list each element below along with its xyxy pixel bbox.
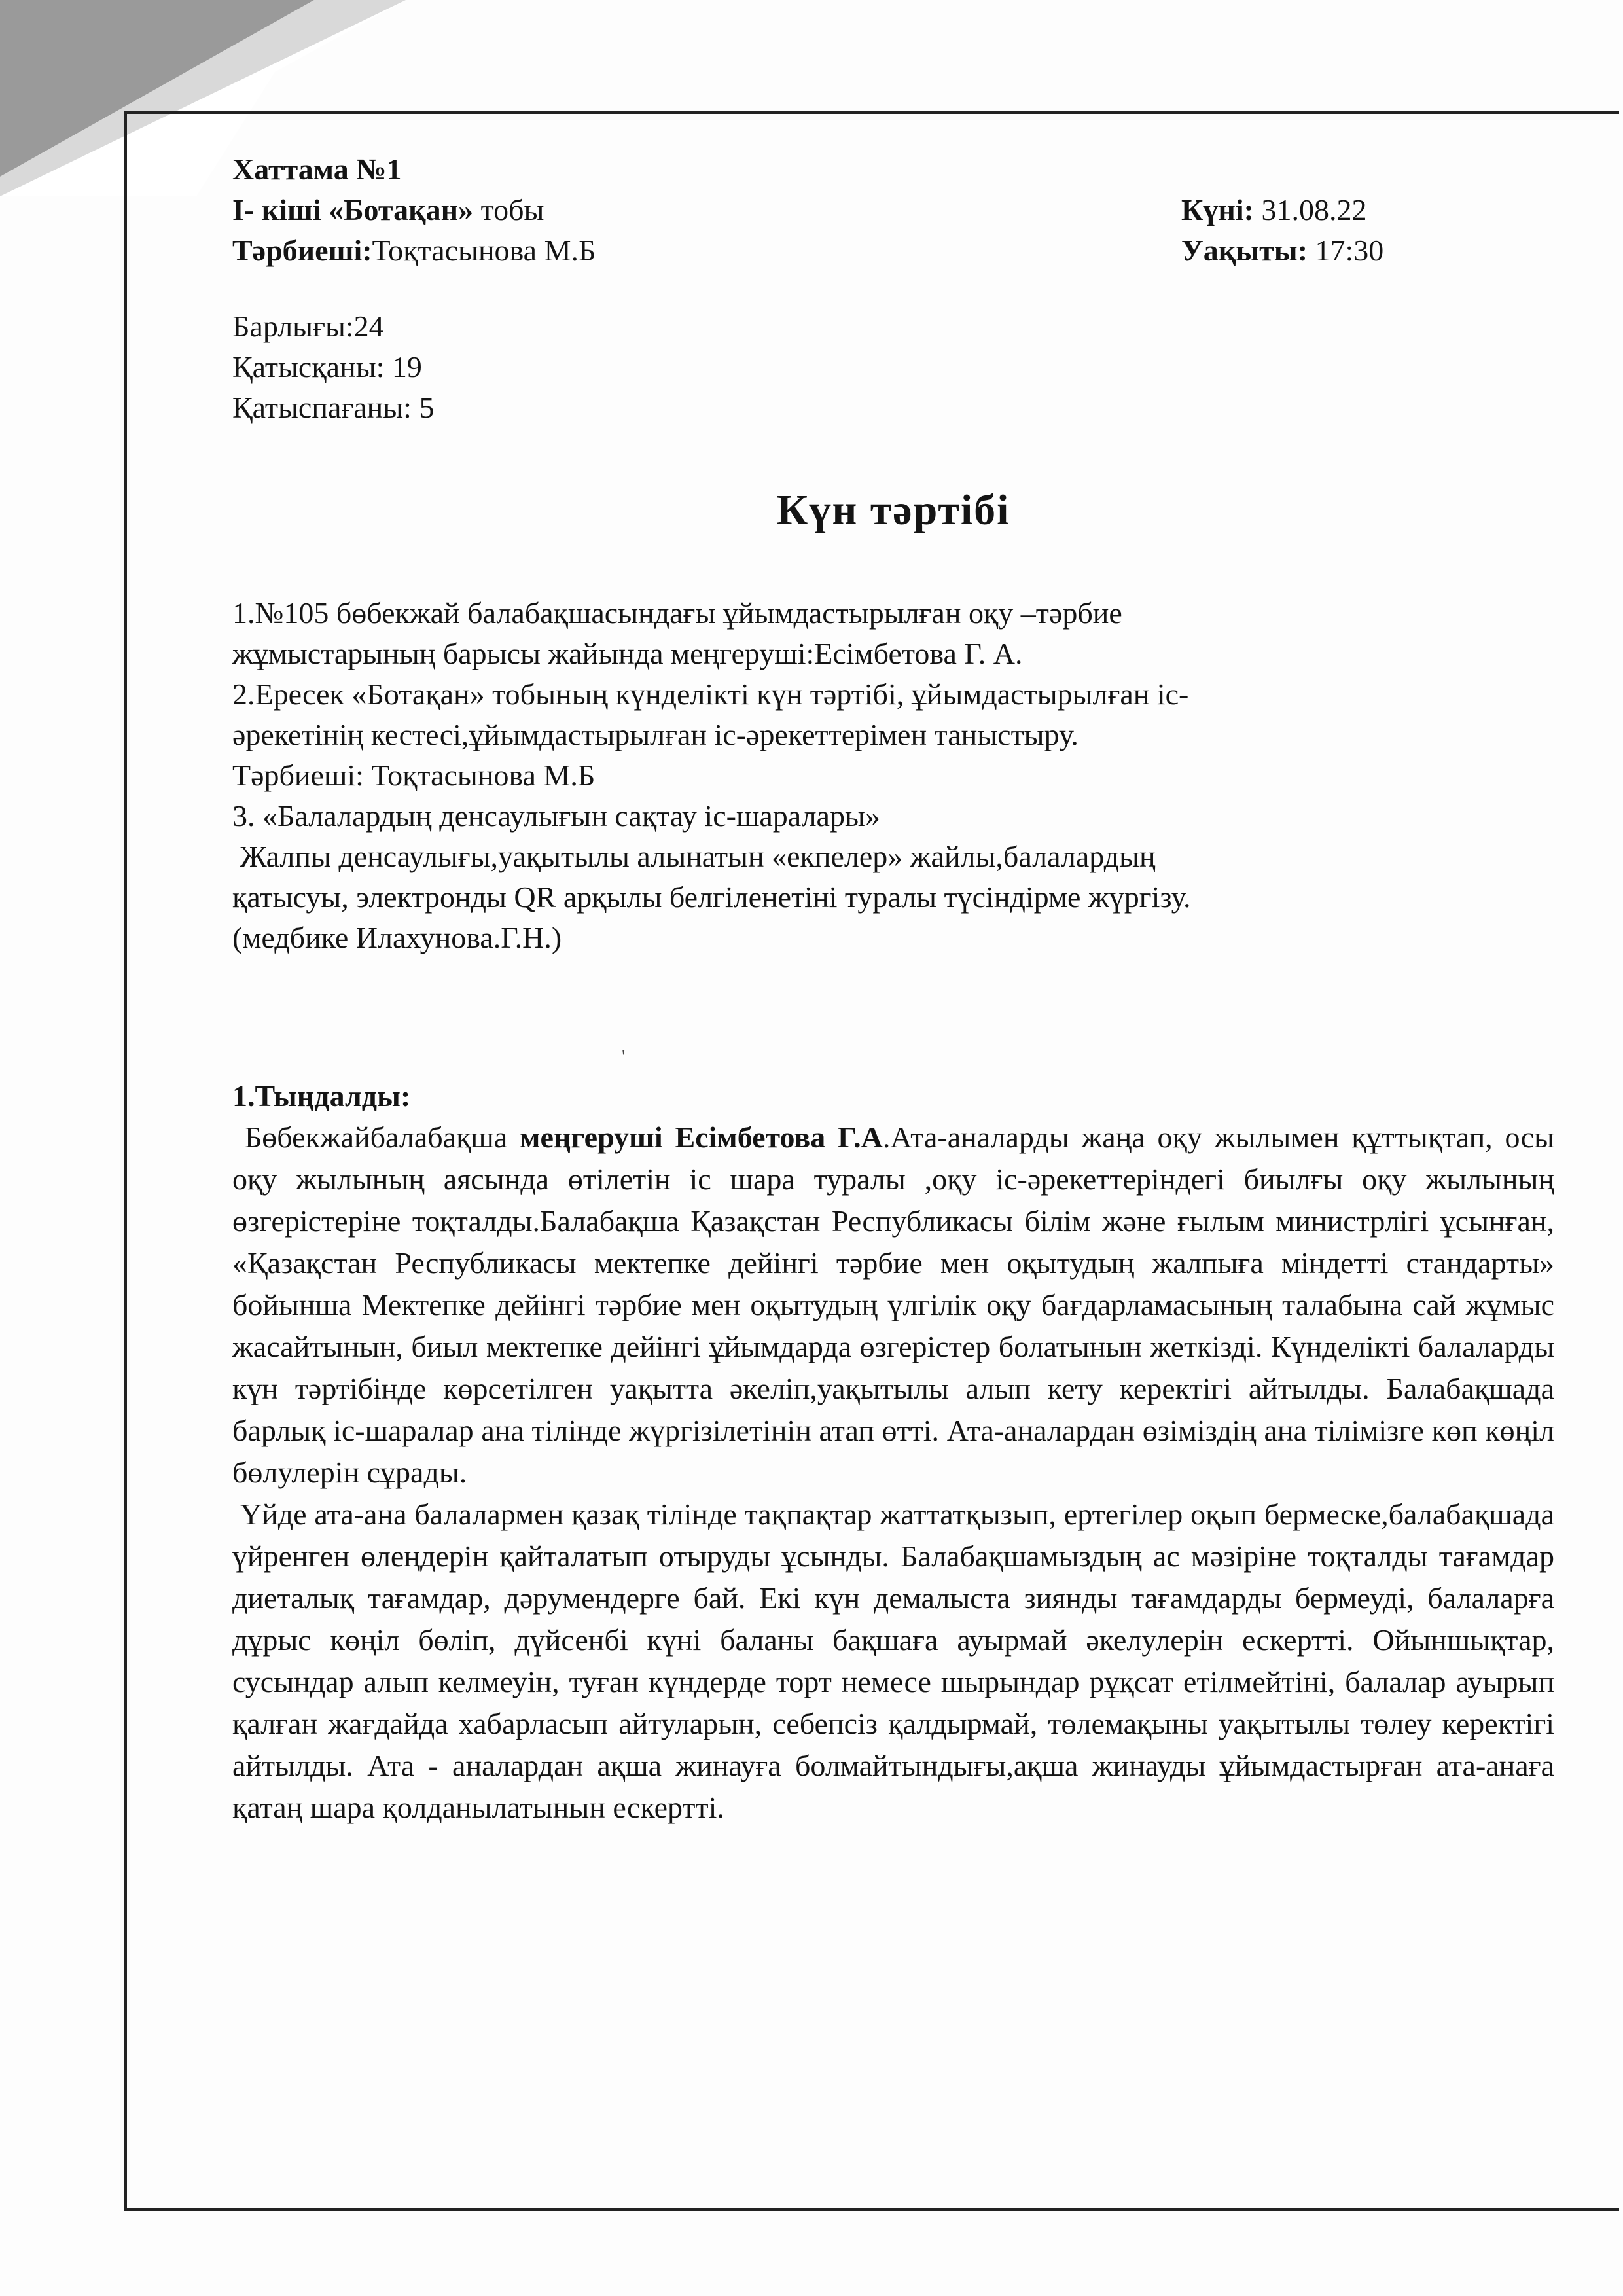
heard-paragraph-1 xyxy=(232,1117,1554,1494)
attendance-absent: Қатыспағаны: 5 xyxy=(232,391,435,424)
heard-title: 1.Тыңдалды: xyxy=(232,1079,411,1113)
agenda-line: жұмыстарының барысы жайында меңгеруші:Есімбетова Г. А. xyxy=(232,637,1023,670)
attendance-present: Қатысқаны: 19 xyxy=(232,350,422,384)
date-line xyxy=(1181,190,1443,230)
agenda-line: 3. «Балалардың денсаулығын сақтау іс-шаралары» xyxy=(232,799,880,833)
group-name: «Ботақан» xyxy=(329,193,474,226)
teacher-label: Тәрбиеші: xyxy=(232,234,372,267)
heard-intro-bold: меңгеруші Есімбетова Г.А xyxy=(520,1121,883,1154)
agenda-list xyxy=(232,593,1463,958)
attendance-block xyxy=(232,306,1554,428)
agenda-line: 2.Ересек «Ботақан» тобының күнделікті күн тәртібі, ұйымдастырылған іс- xyxy=(232,677,1189,711)
attendance-total: Барлығы:24 xyxy=(232,310,384,343)
heard-intro: Бөбекжайбалабақша xyxy=(232,1121,520,1154)
group-suffix: тобы xyxy=(480,193,544,226)
protocol-title: Хаттама №1 xyxy=(232,152,402,186)
agenda-line: (медбике Илахунова.Г.Н.) xyxy=(232,921,562,954)
date-value: 31.08.22 xyxy=(1261,193,1367,226)
date-label: Күні: xyxy=(1181,193,1254,226)
heard-body xyxy=(232,1117,1562,1829)
document-content xyxy=(232,149,1562,1829)
teacher-name: Тоқтасынова М.Б xyxy=(372,234,596,267)
agenda-title: Күн тәртібі xyxy=(776,486,1010,534)
agenda-line: Жалпы денсаулығы,уақытылы алынатын «екпелер» жайлы,балалардың xyxy=(232,840,1156,873)
agenda-line: әрекетінің кестесі,ұйымдастырылған іс-әрекеттерімен таныстыру. xyxy=(232,718,1079,751)
agenda-line: 1.№105 бөбекжай балабақшасындағы ұйымдастырылған оқу –тәрбие xyxy=(232,596,1122,630)
time-value: 17:30 xyxy=(1315,234,1384,267)
heard-paragraph-2: Үйде ата-ана балалармен қазақ тілінде тақпақтар жаттатқызып, ертегілер оқып бермеске,балабақшада үйренген өлеңдерін қайталатып отыруды ұсынды. Балабақшамыздың ас мәзіріне тоқталды тағамдар диеталық тағамдар, дәрумендерге бай. Екі күн демалыста зиянды тағамдарды бермеуді, балаларға дұрыс көңіл бөліп, дүйсенбі күні баланы бақшаға ауырмай әкелулерін ескертті. Ойыншықтар, сусындар алып келмеуін, туған күндерде торт немесе шырындар рұқсат етілмейтіні, балалар ауырып қалған жағдайда хабарласып айтуларын, себепсіз қалдырмай, төлемақыны уақытылы төлеу керектігі айтылды. Ата - аналардан ақша жинауға болмайтындығы,ақша жинауды ұйымдастырған ата-анаға қатаң шара қолданылатынын ескертті. xyxy=(232,1498,1562,1824)
time-line xyxy=(1181,230,1443,271)
scan-mark: ' xyxy=(622,1046,626,1067)
agenda-line: қатысуы, электронды QR арқылы белгіленетіні туралы түсіндірме жүргізу. xyxy=(232,880,1191,914)
group-prefix: І- кіші xyxy=(232,193,321,226)
time-label: Уақыты: xyxy=(1181,234,1308,267)
header-row-2 xyxy=(232,190,1443,230)
group-line xyxy=(232,190,544,230)
heard-paragraph-1-rest: .Ата-аналарды жаңа оқу жылымен құттықтап, осы оқу жылының аясында өтілетін іс шара туралы ,оқу іс-әрекеттеріндегі биылғы оқу жылының өзгерістеріне тоқталды.Балабақша Қазақстан Республикасы білім және ғылым министрлігі ұсынған, «Қазақстан Республикасы мектепке дейінгі тәрбие мен оқытудың жалпыға міндетті стандарты» бойынша Мектепке дейінгі тәрбие мен оқытудың үлгілік оқу бағдарламасының талабына сай жұмыс жасайтынын, биыл мектепке дейінгі ұйымдарда өзгерістер болатынын жеткізді. Күнделікті балаларды күн тәртібінде көрсетілген уақытта әкеліп,уақытылы алып кету керектігі айтылды. Балабақшада барлық іс-шаралар ана тілінде жүргізілетінін атап өтті. Ата-аналардан өзіміздің ана тілімізге көп көңіл бөлулерін сұрады. xyxy=(232,1121,1554,1489)
header-row-3 xyxy=(232,230,1443,271)
header-row-1 xyxy=(232,149,1443,190)
agenda-line: Тәрбиеші: Тоқтасынова М.Б xyxy=(232,759,596,792)
teacher-line xyxy=(232,230,596,271)
